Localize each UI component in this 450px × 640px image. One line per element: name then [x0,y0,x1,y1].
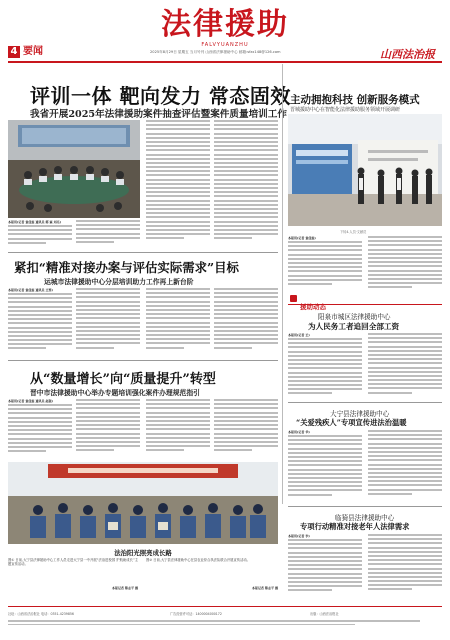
story2-col4 [214,288,278,355]
short3-col2 [368,534,442,595]
story3-col4 [214,399,278,458]
right-top-caption: 下转4.人员·文献员 [340,230,367,234]
short1-headline: 阳泉市城区法律援助中心 [318,313,391,321]
badge-icon [290,295,297,302]
lead-body-col3 [146,120,210,247]
story3-col1 [8,404,72,458]
photo-story-credit-right: 本报记者 陈志平 摄 [251,586,278,590]
photo-story-left-caption: 图① 日前,大宁县法律援助中心工作人员走进大宁县一中开展“法治进校园 护航助成长”主题宣传活动。 [8,558,138,567]
footer-col3: 出版：山西法治报社 [310,612,339,616]
page-number: 4 [10,46,18,57]
short3-headline: 临猗县法律援助中心 [335,514,395,522]
photo-story-credit-left: 本报记者 陈志平 摄 [111,586,138,590]
short3-rule [288,506,442,507]
lead-body-col4 [214,120,278,247]
short1-col1 [288,338,362,398]
badge-label: 援助动态 [300,303,326,311]
lead-byline: 本报讯(记者 袁佳雯 通讯员 郭 霖 刘亮) [8,220,61,224]
paper-logo: 山西法治报 [380,48,435,61]
story2-rule [8,252,278,253]
right-top-photo [288,114,442,226]
lead-subheadline: 我省开展2025年法律援助案件抽查评估暨案件质量培训工作 [30,109,287,120]
story2-headline: 紧扣“精准对接办案与评估实际需求”目标 [14,260,239,275]
short2-byline: 本报讯(记者 华) [288,430,310,434]
story3-byline: 本报讯(记者 袁佳雯 通讯员 赵强) [8,399,53,403]
photo-story-right-caption: 图② 日前,大宁县法律援助中心在县农业综合执法队联合开展宣传活动。 [146,558,250,562]
short2-col1 [288,435,362,503]
lead-body-col2 [76,220,140,247]
right-top-headline: 主动拥抱科技 创新服务模式 [290,94,420,106]
photo-story-image [8,462,278,544]
masthead-rule [8,61,442,63]
photo-story-title: 法治阳光照亮成长路 [114,549,172,557]
story2-col2 [76,288,140,355]
story3-subheadline: 晋中市法律援助中心举办专题培训强化案件办理规范指引 [30,389,200,397]
footer-extra [8,620,442,632]
footer-col2: 广告经营许可证：1400004000172 [170,612,222,616]
badge-rule [288,304,442,305]
short2-subheadline: “关爱残疾人”专项宣传进法治温暖 [296,418,407,427]
right-top-body-col2 [368,236,442,289]
column-divider [282,64,283,504]
school-event-photo [8,462,278,544]
story3-col2 [76,399,140,458]
story2-col3 [146,288,210,355]
footer-rule [8,606,442,607]
short2-rule [288,402,442,403]
page-number-box [8,46,20,58]
short1-subheadline: 为人民务工者追回全部工资 [308,322,400,331]
story3-headline: 从“数量增长”向“质量提升”转型 [30,372,216,387]
lead-photo [8,120,140,218]
right-top-byline: 本报讯(记者 袁佳雯) [288,236,316,240]
masthead-title: 法律援助 [161,7,289,42]
meeting-room-photo [8,120,140,218]
short3-byline: 本报讯(记者 李) [288,534,310,538]
short3-col1 [288,539,362,595]
footer-col1: 社址：山西省法治报社 电话：0351-4239856 [8,612,74,616]
story2-byline: 本报讯(记者 袁佳雯 通讯员 王霏) [8,288,53,292]
short2-headline: 大宁县法律援助中心 [330,410,390,418]
short2-col2 [368,430,442,503]
lead-headline: 评训一体 靶向发力 常态固效 [30,84,291,108]
story2-col1 [8,293,72,355]
section-label: 要闻 [23,46,43,57]
masthead-pinyin: FALVYUANZHU [201,42,249,48]
masthead-meta: 2025年8月29日 星期五 当月号刊 山西省法律援助中心 邮箱:sfzx148@126.com [150,50,281,54]
story3-col3 [146,399,210,458]
short1-col2 [368,333,442,398]
lead-body-col1 [8,225,72,247]
story3-rule [8,360,278,361]
short1-byline: 本报讯(记者 王) [288,333,310,337]
story2-subheadline: 运城市法律援助中心分层培训助力工作再上新台阶 [44,278,194,286]
right-top-subheadline: 晋城援助中心在智能化法律援助服务领域开展调研 [290,107,401,113]
exhibition-hall-photo [288,114,442,226]
right-top-body-col1 [288,241,362,289]
news-badge [288,294,330,311]
short3-subheadline: 专项行动精准对接老年人法律需求 [300,522,410,531]
